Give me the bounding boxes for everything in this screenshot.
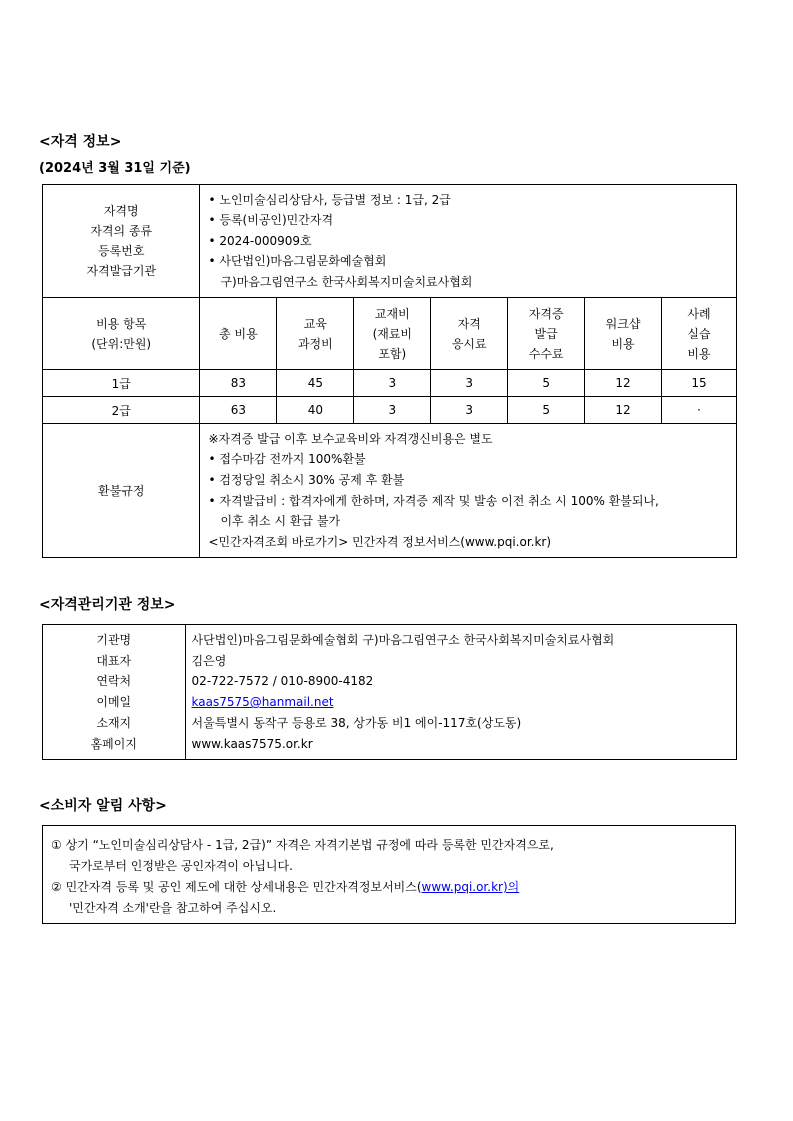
agency-labels-cell — [43, 625, 186, 760]
practice-cell: 15 — [662, 370, 737, 397]
refund-label: 환불규정 — [43, 424, 200, 558]
education-cell: 40 — [277, 397, 354, 424]
issuance-fee-header — [508, 298, 585, 370]
practice-label-3: 비용 — [687, 346, 711, 361]
grade-cell: 2급 — [43, 397, 200, 424]
cost-row-grade1 — [43, 370, 737, 397]
notice-line-1: ① 상기 “노인미술심리상담사 - 1급, 2급)” 자격은 자격기본법 규정에 따라 등록한 민간자격으로, — [51, 838, 554, 852]
contact-value: 02-722-7572 / 010-8900-4182 — [191, 674, 374, 689]
value-name: • 노인미술심리상담사, 등급별 정보 : 1급, 2급 — [208, 192, 451, 207]
agency-name-label: 기관명 — [96, 633, 132, 647]
practice-label-1: 사례 — [687, 306, 711, 321]
label-issuer: 자격발급기관 — [86, 264, 157, 278]
representative-value: 김은영 — [191, 653, 227, 668]
date-note: (2024년 3월 31일 기준) — [39, 161, 191, 176]
refund-policy-cell — [200, 424, 737, 558]
label-name: 자격명 — [103, 204, 139, 218]
materials-label-2: (재료비 — [372, 326, 413, 341]
cost-item-header — [43, 298, 200, 370]
workshop-cost-header — [585, 298, 662, 370]
label-reg-no: 등록번호 — [98, 244, 145, 258]
address-value: 서울특별시 동작구 등용로 38, 상가동 비1 에이-117호(상도동) — [191, 715, 522, 730]
practice-label-2: 실습 — [687, 326, 711, 341]
homepage-label: 홈페이지 — [90, 736, 137, 751]
cost-row-grade2 — [43, 397, 737, 424]
qualification-table — [42, 184, 737, 558]
issuance-label-1: 자격증 — [528, 306, 564, 321]
exam-cell: 3 — [431, 370, 508, 397]
workshop-cell: 12 — [585, 370, 662, 397]
exam-label-1: 자격 — [457, 316, 481, 331]
qualification-labels-cell — [43, 185, 200, 298]
education-cost-header — [277, 298, 354, 370]
materials-cell: 3 — [354, 370, 431, 397]
grade-cell: 1급 — [43, 370, 200, 397]
total-cell: 63 — [200, 397, 277, 424]
materials-label-3: 포함) — [378, 346, 407, 361]
workshop-cell: 12 — [585, 397, 662, 424]
issuance-cell: 5 — [508, 370, 585, 397]
notice-line-4: '민간자격 소개'란을 참고하여 주십시오. — [69, 901, 277, 915]
homepage-value[interactable]: www.kaas7575.or.kr — [191, 736, 313, 751]
value-reg-no: • 2024-000909호 — [208, 233, 312, 248]
education-label-2: 과정비 — [297, 336, 333, 351]
education-cell: 45 — [277, 370, 354, 397]
email-label: 이메일 — [96, 695, 132, 710]
total-cost-label: 총 비용 — [219, 326, 258, 341]
refund-line-1: • 접수마감 전까지 100%환불 — [208, 452, 366, 467]
practice-cell: · — [662, 397, 737, 424]
value-issuer: • 사단법인)마음그림문화예술협회 — [208, 254, 387, 269]
cost-item-label: 비용 항목 — [96, 316, 147, 331]
refund-line-2: • 검정당일 취소시 30% 공제 후 환불 — [208, 472, 405, 487]
practice-cost-header — [662, 298, 737, 370]
qualification-values-cell — [200, 185, 737, 298]
contact-label: 연락처 — [96, 674, 132, 689]
education-label-1: 교육 — [303, 316, 327, 331]
pqi-link[interactable]: www.pqi.or.kr)의 — [421, 880, 520, 894]
refund-line-3: • 자격발급비 : 합격자에게 한하며, 자격증 제작 및 발송 이전 취소 시 100% 환불되나, — [208, 493, 659, 508]
workshop-label-1: 워크샵 — [605, 316, 641, 331]
notice-line-3 — [51, 878, 519, 895]
notice-line-2: 국가로부터 인정받은 공인자격이 아닙니다. — [69, 859, 293, 873]
email-link[interactable]: kaas7575@hanmail.net — [191, 695, 334, 710]
issuance-label-2: 발급 — [534, 326, 558, 341]
pqi-lookup-link[interactable]: <민간자격조회 바로가기> 민간자격 정보서비스(www.pqi.or.kr) — [208, 534, 552, 549]
address-label: 소재지 — [96, 715, 132, 730]
value-type: • 등록(비공인)민간자격 — [208, 213, 334, 228]
materials-cost-header — [354, 298, 431, 370]
value-issuer-former: 구)마음그림연구소 한국사회복지미술치료사협회 — [220, 274, 473, 289]
notice-line-3-text: ② 민간자격 등록 및 공인 제도에 대한 상세내용은 민간자격정보서비스( — [51, 880, 422, 894]
total-cell: 83 — [200, 370, 277, 397]
label-type: 자격의 종류 — [90, 224, 153, 238]
materials-label-1: 교재비 — [374, 306, 410, 321]
cost-unit-label: (단위:만원) — [91, 336, 152, 351]
materials-cell: 3 — [354, 397, 431, 424]
refund-note: ※자격증 발급 이후 보수교육비와 자격갱신비용은 별도 — [208, 431, 493, 446]
qualification-info-heading: <자격 정보> — [39, 134, 122, 150]
refund-line-4: 이후 취소 시 환급 불가 — [220, 514, 341, 529]
workshop-label-2: 비용 — [611, 336, 635, 351]
issuance-cell: 5 — [508, 397, 585, 424]
representative-label: 대표자 — [96, 653, 132, 668]
consumer-notice-heading: <소비자 알림 사항> — [39, 798, 167, 814]
agency-name-value: 사단법인)마음그림문화예술협회 구)마음그림연구소 한국사회복지미술치료사협회 — [191, 633, 615, 647]
agency-table — [42, 624, 737, 760]
total-cost-header — [200, 298, 277, 370]
agency-info-heading: <자격관리기관 정보> — [39, 597, 176, 613]
exam-cell: 3 — [431, 397, 508, 424]
exam-fee-header — [431, 298, 508, 370]
agency-values-cell — [185, 625, 736, 760]
issuance-label-3: 수수료 — [528, 346, 564, 361]
exam-label-2: 응시료 — [451, 336, 487, 351]
consumer-notice-box — [42, 825, 736, 924]
